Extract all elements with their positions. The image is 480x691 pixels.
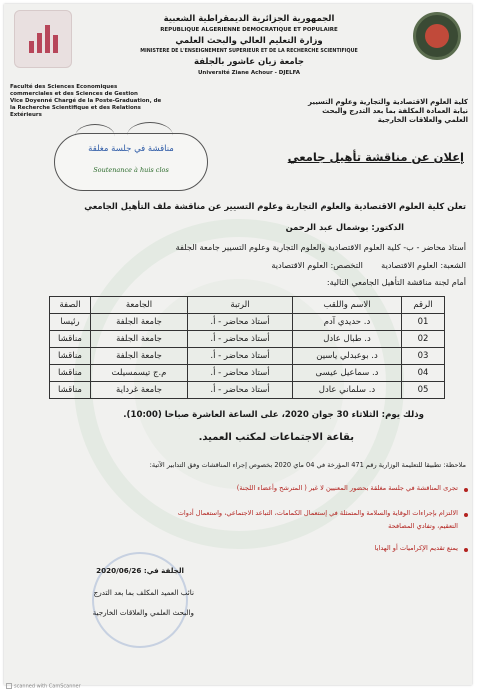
cell-role: مناقشا	[50, 348, 91, 365]
cloud-ar: مناقشة في جلسة مغلقة	[88, 144, 174, 154]
cloud-fr: Soutenance à huis clos	[93, 166, 169, 174]
cell-role: رئيسا	[50, 314, 91, 331]
cell-role: مناقشا	[50, 331, 91, 348]
signature-line: والبحث العلمي والعلاقات الخارجية	[92, 608, 194, 617]
faculty-fr-line: Faculté des Sciences Economiques	[10, 84, 118, 90]
scanner-footer	[6, 683, 81, 690]
faculty-fr-line: Extérieurs	[10, 112, 42, 118]
cell-university: جامعة الجلفة	[91, 331, 188, 348]
faculty-logo	[14, 10, 72, 68]
university-fr: Université Ziane Achour - DJELFA	[197, 70, 301, 76]
cell-role: مناقشا	[50, 365, 91, 382]
cell-rank: أستاذ محاضر - أ.	[188, 365, 293, 382]
cell-name: د. طبال عادل	[293, 331, 402, 348]
camscanner-icon	[6, 683, 12, 689]
cell-number: 01	[402, 314, 445, 331]
cell-number: 02	[402, 331, 445, 348]
table-row	[50, 314, 445, 331]
signature-line: نائب العميد المكلف بما بعد التدرج	[93, 588, 194, 597]
cell-rank: أستاذ محاضر - أ.	[188, 331, 293, 348]
note-line: ملاحظة: تطبيقا للتعليمة الوزارية رقم 471 المؤرخة في 04 ماي 2020 بخصوص إجراء المناقشات وفق التدابير الآتية:	[149, 461, 466, 469]
bullet-item-continued: التعقيم، وتفادي المصافحة	[388, 522, 458, 530]
date-line: وذلك يوم: الثلاثاء 30 جوان 2020، على الساعة العاشرة صباحا (10:00).	[123, 410, 424, 420]
bullet-item: الالتزام بإجراءات الوقاية والسلامة والمتمثلة في إستعمال الكمامات، التباعد الاجتماعي، واستعمال أدوات	[177, 509, 458, 517]
faculty-fr-line: Vice Doyenné Chargé de la Poste-Graduation, de	[10, 98, 162, 104]
faculty-fr-block	[10, 84, 161, 119]
signature-place-date: الجلفة في: 2020/06/26	[96, 566, 184, 575]
ministry-fr: MINISTERE DE L'ENSEIGNEMENT SUPERIEUR ET DE LA RECHERCHE SCIENTIFIQUE	[140, 49, 358, 54]
announcement-title: إعلان عن مناقشة تأهيل جامعي	[287, 150, 464, 164]
cell-rank: أستاذ محاضر - أ.	[188, 348, 293, 365]
republic-fr: REPUBLIQUE ALGERIENNE DEMOCRATIQUE ET POPULAIRE	[160, 27, 338, 33]
col-header-number: الرقم	[402, 297, 445, 314]
cell-role: مناقشا	[50, 382, 91, 399]
branch-specialty: الشعبة: العلوم الاقتصادية التخصص: العلوم الاقتصادية	[271, 260, 466, 270]
faculty-fr-line: la Recherche Scientifique et des Relations	[10, 105, 141, 111]
col-header-role: الصفة	[50, 297, 91, 314]
university-ar: جامعة زيان عاشور بالجلفة	[194, 57, 304, 67]
bullet-dot	[464, 513, 468, 517]
table-row	[50, 365, 445, 382]
faculty-fr-line: commerciales et des Sciences de Gestion	[10, 91, 138, 97]
table-row	[50, 348, 445, 365]
col-header-university: الجامعة	[91, 297, 188, 314]
table-row	[50, 331, 445, 348]
bullet-item: يمنع تقديم الإكراميات أو الهدايا	[374, 544, 458, 552]
cell-number: 03	[402, 348, 445, 365]
closed-session-cloud	[54, 133, 208, 191]
table-row	[50, 382, 445, 399]
faculty-ar-line: نيابة العمادة المكلفة بما بعد التدرج والبحث	[322, 107, 468, 115]
col-header-rank: الرتبة	[188, 297, 293, 314]
intro-text: تعلن كلية العلوم الاقتصادية والعلوم التجارية وعلوم التسيير عن مناقشة ملف التأهيل الجامعي	[84, 201, 466, 211]
university-logo	[413, 12, 461, 60]
cell-name: د. سلماني عادل	[293, 382, 402, 399]
scanner-footer-text: scanned with CamScanner	[14, 683, 81, 690]
bullet-dot	[464, 548, 468, 552]
committee-table	[49, 296, 445, 399]
republic-ar: الجمهورية الجزائرية الديمقراطية الشعبية	[163, 14, 335, 24]
bullet-item: تجرى المناقشة في جلسة مغلقة بحضور المعنيين لا غير ( المترشح وأعضاء اللجنة)	[236, 484, 458, 492]
cell-university: جامعة الجلفة	[91, 348, 188, 365]
venue-line: بقاعة الاجتماعات لمكتب العميد.	[198, 432, 354, 443]
ministry-ar: وزارة التعليم العالي والبحث العلمي	[175, 36, 323, 46]
cell-university: م.ج تيسمسيلت	[91, 365, 188, 382]
faculty-ar-line: كلية العلوم الاقتصادية والتجارية وعلوم التسيير	[307, 98, 468, 106]
candidate-name: الدكتور: بوشمال عبد الرحمن	[285, 222, 404, 232]
cell-university: جامعة غرداية	[91, 382, 188, 399]
cell-name: د. حديدي آدم	[293, 314, 402, 331]
cell-name: د. سماعيل عيسى	[293, 365, 402, 382]
faculty-ar-line: العلمي والعلاقات الخارجية	[377, 116, 468, 124]
cell-rank: أستاذ محاضر - أ.	[188, 314, 293, 331]
bullet-dot	[464, 488, 468, 492]
cell-number: 05	[402, 382, 445, 399]
committee-intro: أمام لجنة مناقشة التأهيل الجامعي التالية:	[326, 277, 466, 287]
cell-rank: أستاذ محاضر - أ.	[188, 382, 293, 399]
cell-number: 04	[402, 365, 445, 382]
col-header-name: الاسم واللقب	[293, 297, 402, 314]
cell-university: جامعة الجلفة	[91, 314, 188, 331]
faculty-ar-block	[254, 98, 468, 125]
document-page	[4, 4, 472, 685]
candidate-position: أستاذ محاضر - ب- كلية العلوم الاقتصادية والعلوم التجارية وعلوم التسيير جامعة الجلفة	[175, 242, 466, 252]
table-header-row	[50, 297, 445, 314]
cell-name: د. بوعبدلي ياسين	[293, 348, 402, 365]
